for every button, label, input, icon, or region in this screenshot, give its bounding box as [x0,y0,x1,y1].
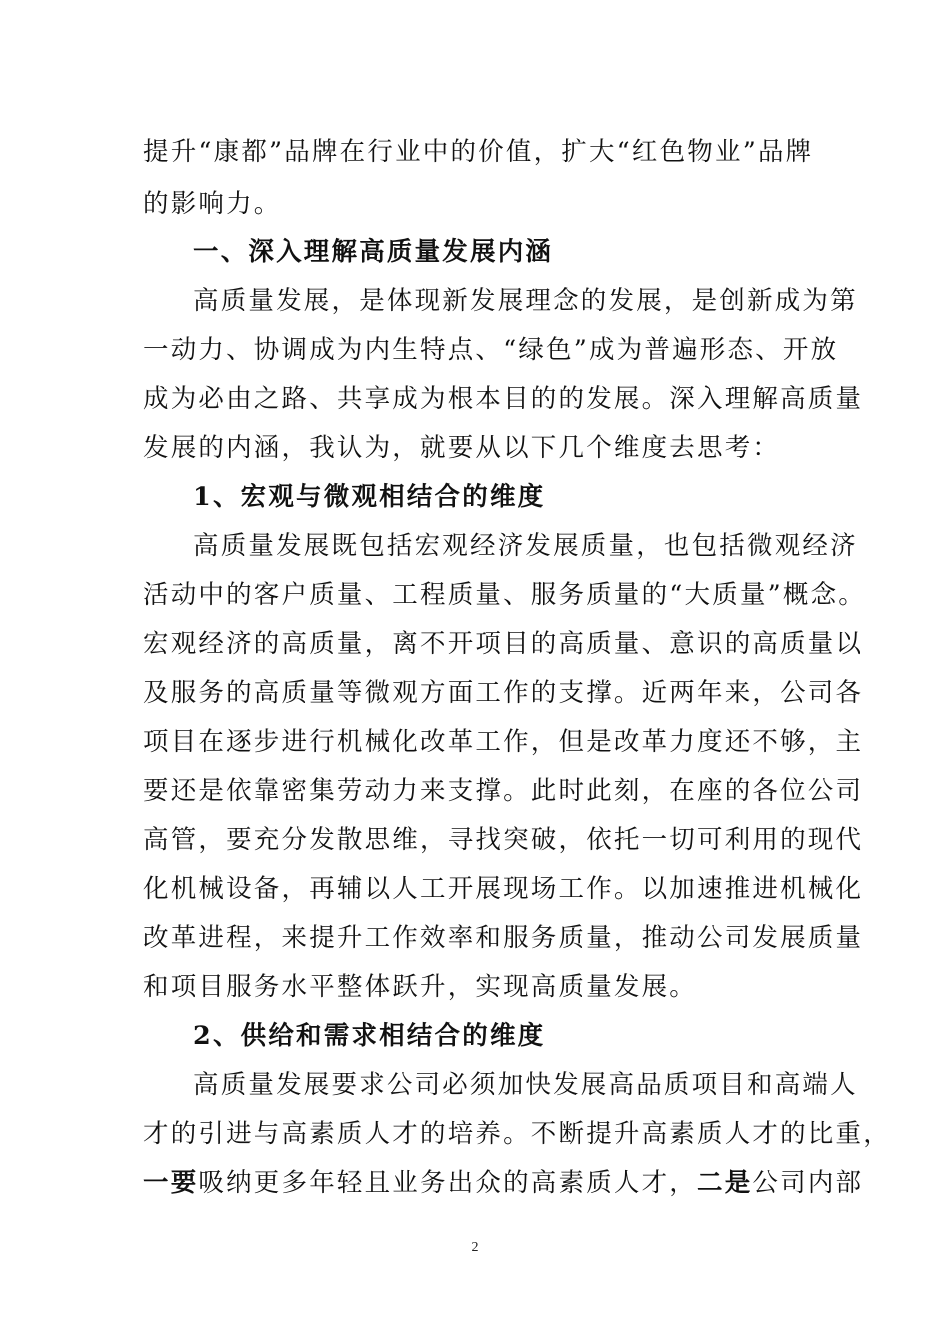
paragraph-line: 改革进程，来提升工作效率和服务质量，推动公司发展质量 [143,923,864,953]
paragraph-line: 高质量发展既包括宏观经济发展质量，也包括微观经济 [193,531,858,561]
paragraph-line: 及服务的高质量等微观方面工作的支撑。近两年来，公司各 [143,678,864,708]
paragraph-line: 化机械设备，再辅以人工开展现场工作。以加速推进机械化 [143,874,864,904]
page-number: 2 [471,1240,479,1255]
paragraph-line: 发展的内涵，我认为，就要从以下几个维度去思考： [143,433,781,463]
emphasis-text: 二是 [697,1168,753,1198]
paragraph-line: 和项目服务水平整体跃升，实现高质量发展。 [143,972,698,1002]
section-heading: 一、深入理解高质量发展内涵 [193,237,554,267]
subsection-heading: 1、宏观与微观相结合的维度 [193,482,546,512]
paragraph-line: 高质量发展，是体现新发展理念的发展，是创新成为第 [193,286,858,316]
body-text: 吸纳更多年轻且业务出众的高素质人才， [198,1168,698,1198]
paragraph-line: 提升“康都”品牌在行业中的价值，扩大“红色物业”品牌 [143,137,814,167]
paragraph-line-mixed [143,1166,864,1200]
paragraph-line: 才的引进与高素质人才的培养。不断提升高素质人才的比重， [143,1119,891,1149]
paragraph-line: 高管，要充分发散思维，寻找突破，依托一切可利用的现代 [143,825,864,855]
emphasis-text: 一要 [143,1168,199,1198]
paragraph-line: 项目在逐步进行机械化改革工作，但是改革力度还不够，主 [143,727,864,757]
subsection-heading: 2、供给和需求相结合的维度 [193,1021,546,1051]
paragraph-line: 要还是依靠密集劳动力来支撑。此时此刻，在座的各位公司 [143,776,864,806]
paragraph-line: 的影响力。 [143,189,282,219]
paragraph-line: 成为必由之路、共享成为根本目的的发展。深入理解高质量 [143,384,864,414]
paragraph-line: 一动力、协调成为内生特点、“绿色”成为普遍形态、开放 [143,335,839,365]
paragraph-line: 活动中的客户质量、工程质量、服务质量的“大质量”概念。 [143,580,866,610]
body-text: 公司内部 [752,1168,864,1198]
paragraph-line: 宏观经济的高质量，离不开项目的高质量、意识的高质量以 [143,629,864,659]
paragraph-line: 高质量发展要求公司必须加快发展高品质项目和高端人 [193,1070,858,1100]
